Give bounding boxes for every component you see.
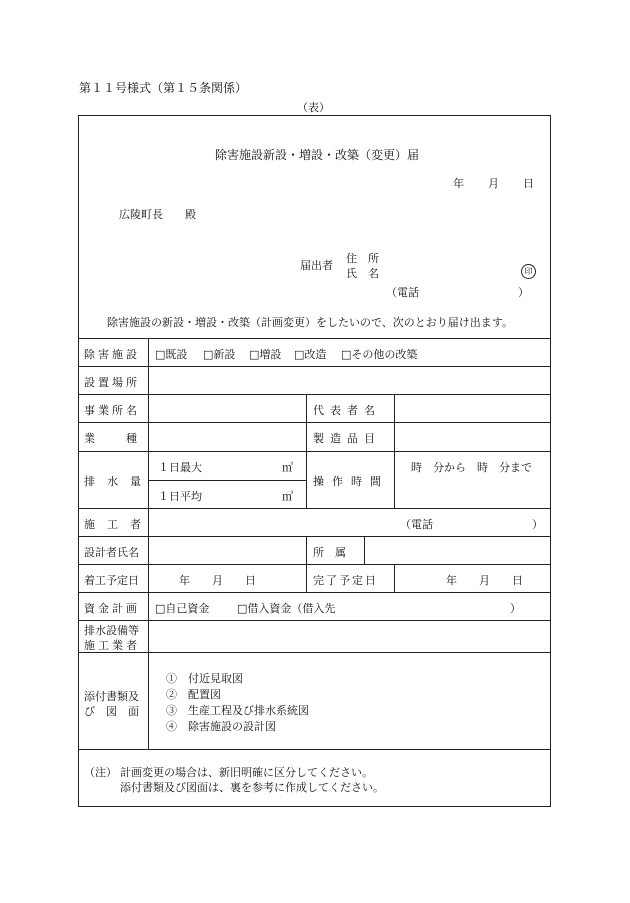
seal-mark: 印	[521, 264, 536, 279]
operation-time-value: 時 分から 時 分まで	[411, 461, 532, 474]
date-day: 日	[523, 177, 534, 190]
complete-date-label: 完了予定日	[313, 574, 378, 587]
attachment-item: ② 配置図	[166, 688, 221, 701]
facility-option[interactable]: □改造	[294, 348, 327, 361]
form-title: 除害施設新設・増設・改築（変更）届	[215, 148, 420, 162]
discharge-avg-unit: ㎥	[282, 490, 293, 503]
notifier-phone: （電話 ）	[386, 286, 529, 299]
funding-close: ）	[510, 602, 521, 615]
representative-label: 代表者名	[313, 404, 381, 417]
discharge-avg-label: １日平均	[158, 490, 202, 503]
start-date-value: 年 月 日	[179, 574, 256, 587]
notifier-label: 届出者	[300, 259, 333, 272]
constructor-label: 施工者	[84, 518, 153, 531]
attachment-item: ① 付近見取図	[166, 672, 243, 685]
facility-option[interactable]: □その他の改築	[341, 348, 418, 361]
industry-label: 業 種	[84, 432, 140, 445]
start-date-label: 着工予定日	[84, 574, 139, 587]
funding-label: 資金計画	[84, 602, 140, 615]
notes-line-2: 添付書類及び図面は、裏を参考に作成してください。	[120, 781, 384, 794]
constructor-phone: （電話 ）	[400, 518, 543, 531]
front-label: （表）	[297, 101, 330, 114]
date-month: 月	[488, 177, 499, 190]
affiliation-label: 所 属	[313, 546, 346, 559]
notes-prefix: （注）	[84, 766, 117, 779]
form-number: 第１１号様式（第１５条関係）	[79, 81, 248, 95]
date-year: 年	[453, 177, 464, 190]
facility-label: 除害施設	[84, 348, 140, 361]
attachment-item: ④ 除害施設の設計図	[166, 720, 276, 733]
addressee: 広陵町長 殿	[119, 208, 196, 221]
discharge-max-unit: ㎥	[282, 461, 293, 474]
statement: 除害施設の新設・増設・改築（計画変更）をしたいので、次のとおり届け出ます。	[107, 316, 513, 329]
facility-option[interactable]: □新設	[203, 348, 236, 361]
drainage-label-2: 施工業者	[84, 639, 140, 652]
attachment-item: ③ 生産工程及び排水系統図	[166, 704, 309, 717]
attachments-label-2: び 図 面	[84, 705, 139, 718]
facility-option[interactable]: □増設	[249, 348, 282, 361]
location-label: 設置場所	[84, 376, 140, 389]
funding-own[interactable]: □自己資金	[155, 602, 210, 615]
notes-line-1: 計画変更の場合は、新旧明確に区分してください。	[120, 766, 373, 779]
product-label: 製造品目	[313, 432, 381, 445]
name-label: 氏 名	[346, 267, 379, 280]
address-label: 住 所	[346, 252, 379, 265]
attachments-label-1: 添付書類及	[84, 690, 139, 703]
complete-date-value: 年 月 日	[446, 574, 523, 587]
office-name-label: 事業所名	[84, 404, 140, 417]
facility-option[interactable]: □既設	[155, 348, 188, 361]
drainage-label-1: 排水設備等	[84, 624, 139, 637]
discharge-max-label: １日最大	[158, 461, 202, 474]
funding-loan[interactable]: □借入資金（借入先	[237, 602, 336, 615]
designer-label: 設計者氏名	[84, 546, 139, 559]
discharge-label: 排水量	[84, 475, 153, 488]
operation-time-label: 操作時間	[313, 475, 389, 488]
